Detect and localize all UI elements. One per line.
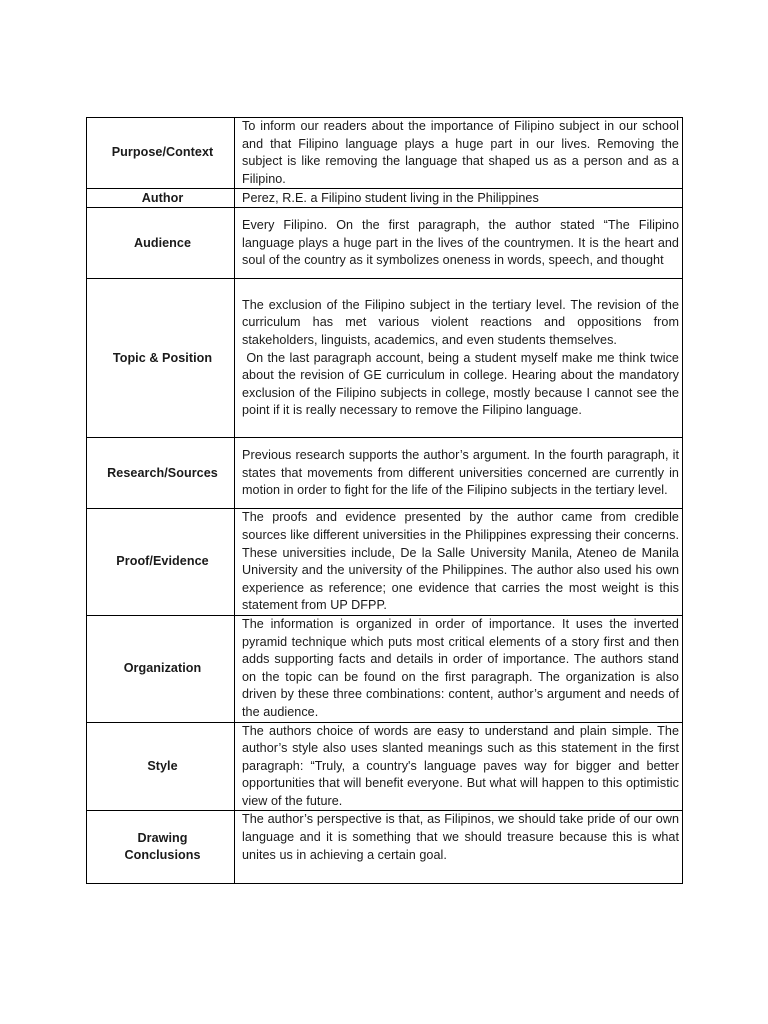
row-content: Every Filipino. On the first paragraph, the author stated “The Filipino language plays a huge part in the lives of the countrymen. It is the heart and soul of the country as it symbolizes oneness in words, speech, and thought bbox=[235, 208, 683, 279]
table-row-drawing-conclusions bbox=[87, 811, 683, 884]
table-row-topic-position bbox=[87, 279, 683, 438]
row-content: To inform our readers about the importance of Filipino subject in our school and that Filipino language plays a huge part in our lives. Removing the subject is like removing the language that shaped us as a person and as a Filipino. bbox=[235, 118, 683, 189]
row-content: The proofs and evidence presented by the author came from credible sources like different universities in the Philippines expressing their concerns. These universities include, De la Salle University Manila, Ateneo de Manila University and the university of the Philippines. The author also used his own experience as reference; one evidence that carries the most weight is this statement from UP DFPP. bbox=[235, 509, 683, 616]
topic-paragraph-2: On the last paragraph account, being a student myself make me think twice about the revision of GE curriculum in college. Hearing about the mandatory exclusion of the Filipino subjects in college, mostly because I cannot see the point if it is really necessary to remove the Filipino language. bbox=[242, 350, 683, 418]
table-row-proof-evidence bbox=[87, 509, 683, 616]
label-line-2: Conclusions bbox=[124, 848, 201, 863]
row-content: Previous research supports the author’s argument. In the fourth paragraph, it states that movements from different universities concerned are currently in motion in order to fight for the life of the Filipino subjects in the tertiary level. bbox=[235, 438, 683, 509]
row-label bbox=[87, 811, 235, 884]
table-row-style bbox=[87, 722, 683, 811]
row-content: The information is organized in order of importance. It uses the inverted pyramid technique which puts most critical elements of a story first and then adds supporting facts and details in order of importance. The authors stand on the topic can be found on the first paragraph. The organization is also driven by these three combinations: content, author’s argument and needs of the audience. bbox=[235, 615, 683, 722]
row-label: Topic & Position bbox=[87, 279, 235, 438]
table-row-research-sources bbox=[87, 438, 683, 509]
row-label: Organization bbox=[87, 615, 235, 722]
row-label: Author bbox=[87, 189, 235, 208]
row-label: Research/Sources bbox=[87, 438, 235, 509]
row-content: The authors choice of words are easy to understand and plain simple. The author’s style also uses slanted meanings such as this statement in the first paragraph: “Truly, a country's language paves way for bigger and better opportunities that will benefit everyone. But what will happen to this optimistic view of the future. bbox=[235, 722, 683, 811]
row-content: The author’s perspective is that, as Filipinos, we should take pride of our own language and it is something that we should treasure because this is what unites us in achieving a certain goal. bbox=[235, 811, 683, 884]
row-label: Audience bbox=[87, 208, 235, 279]
row-content bbox=[235, 279, 683, 438]
row-label: Purpose/Context bbox=[87, 118, 235, 189]
row-content: Perez, R.E. a Filipino student living in the Philippines bbox=[235, 189, 683, 208]
table-row-audience bbox=[87, 208, 683, 279]
row-label: Style bbox=[87, 722, 235, 811]
table-row-organization bbox=[87, 615, 683, 722]
analysis-table bbox=[86, 117, 683, 884]
table-row-purpose-context bbox=[87, 118, 683, 189]
label-line-1: Drawing bbox=[137, 830, 188, 845]
table-row-author bbox=[87, 189, 683, 208]
topic-paragraph-1: The exclusion of the Filipino subject in the tertiary level. The revision of the curriculum has met various violent reactions and oppositions from stakeholders, linguists, academics, and even students themselves. bbox=[242, 297, 679, 347]
row-label: Proof/Evidence bbox=[87, 509, 235, 616]
